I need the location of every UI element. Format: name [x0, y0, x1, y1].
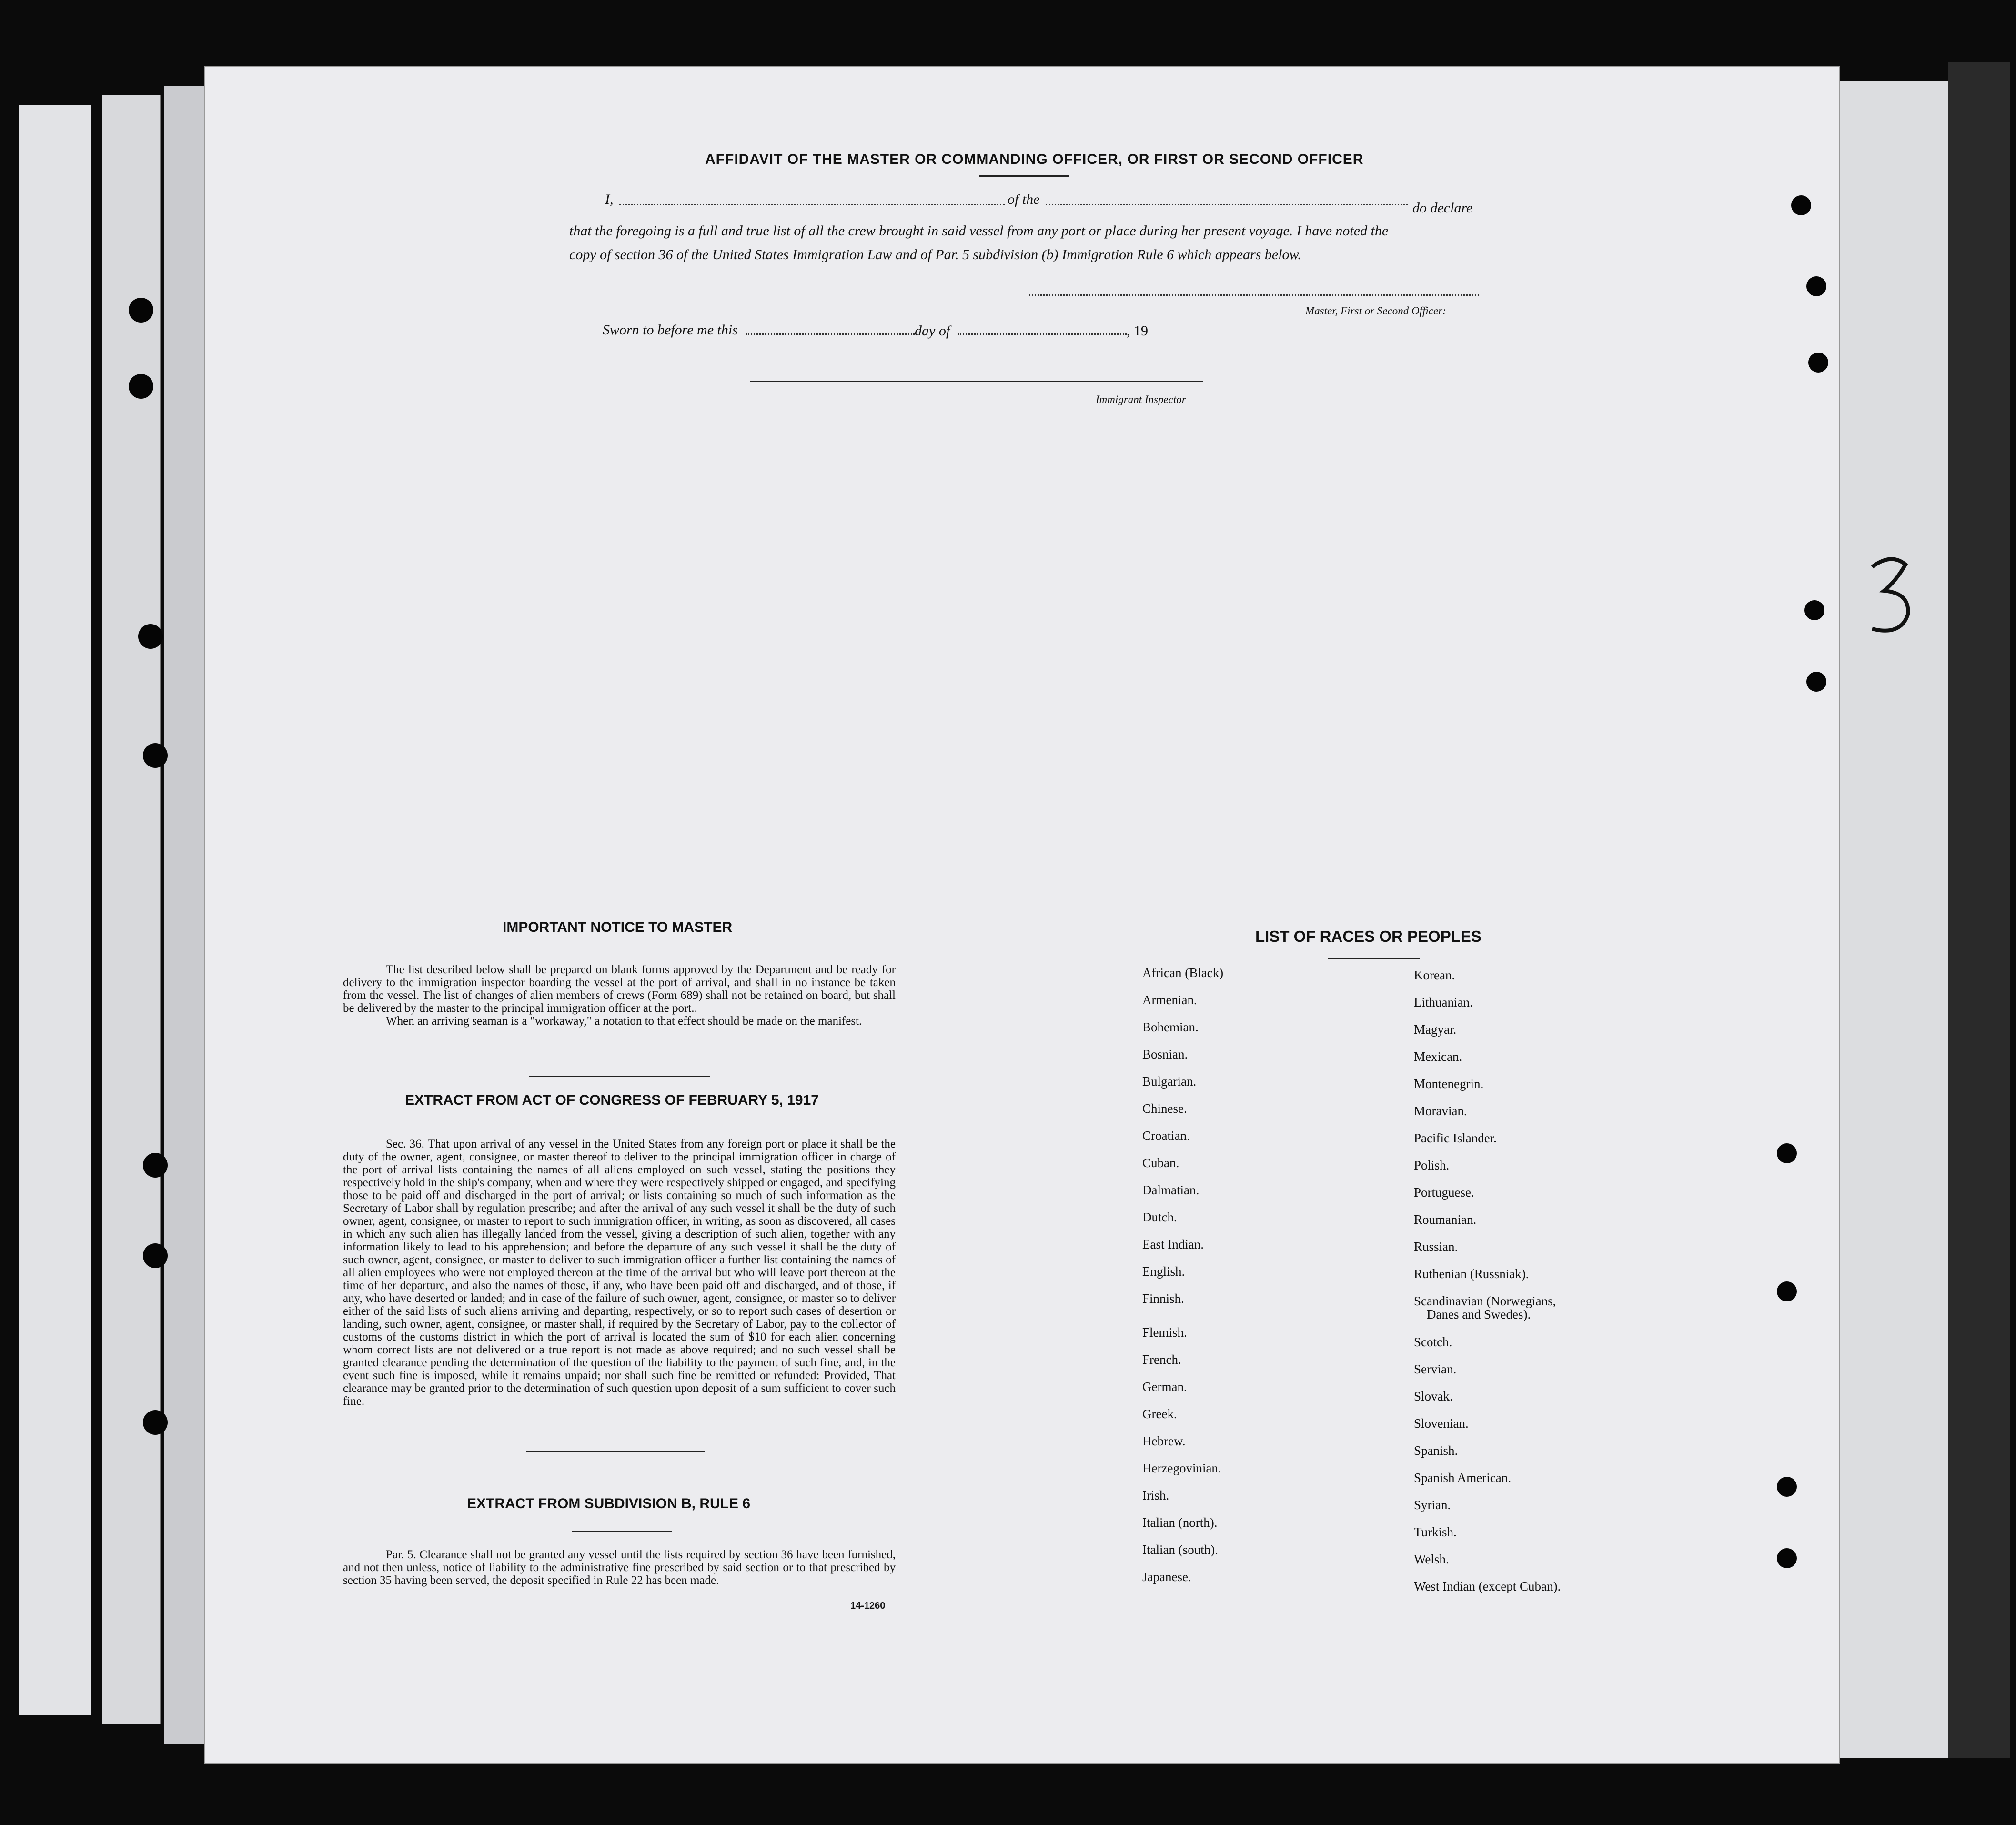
- extract-rule-text: Par. 5. Clearance shall not be granted any vessel until the lists required by section 36 have been furnished, and not then unless, notice of liability to the administrative fine prescribed by said section or to that prescribed by section 35 having been served, the deposit specified in Rule 22 has been made.: [343, 1548, 896, 1587]
- race-item: Bulgarian.: [1142, 1074, 1197, 1089]
- divider: [529, 1076, 710, 1077]
- race-item: Italian (north).: [1142, 1515, 1218, 1530]
- affidavit-line3: copy of section 36 of the United States Immigration Law and of Par. 5 subdivision (b) Immigration Rule 6 which appears below.: [569, 247, 1301, 262]
- page-edge: [19, 105, 91, 1715]
- race-item: East Indian.: [1142, 1237, 1204, 1251]
- race-item: Korean.: [1414, 968, 1455, 982]
- punch-hole: [1777, 1548, 1797, 1568]
- name-blank: [619, 204, 1005, 205]
- race-item: Croatian.: [1142, 1129, 1190, 1143]
- race-item: Ruthenian (Russniak).: [1414, 1267, 1529, 1281]
- day-of-text: day of: [915, 323, 950, 339]
- race-item: Magyar.: [1414, 1022, 1457, 1037]
- races-left-column: [1142, 966, 1409, 1597]
- race-item: Herzegovinian.: [1142, 1461, 1221, 1475]
- race-item: Servian.: [1414, 1362, 1457, 1376]
- race-item: Slovenian.: [1414, 1416, 1469, 1431]
- races-right-column: [1414, 968, 1681, 1607]
- race-item: Bosnian.: [1142, 1047, 1188, 1061]
- punch-hole: [143, 1410, 168, 1435]
- affidavit-line2: that the foregoing is a full and true list of all the crew brought in said vessel from any port or place during her present voyage. I have noted the: [569, 223, 1389, 239]
- punch-hole: [129, 298, 153, 323]
- race-item: Lithuanian.: [1414, 995, 1473, 1009]
- race-item: Dutch.: [1142, 1210, 1177, 1224]
- extract-act-body: [343, 1138, 896, 1408]
- race-item: Welsh.: [1414, 1552, 1449, 1566]
- race-item: Irish.: [1142, 1488, 1169, 1502]
- race-item: Portuguese.: [1414, 1185, 1474, 1200]
- page-edge: [102, 95, 161, 1724]
- race-item: Russian.: [1414, 1240, 1458, 1254]
- race-item: English.: [1142, 1264, 1185, 1279]
- inspector-label: Immigrant Inspector: [1096, 393, 1186, 405]
- notice-title: IMPORTANT NOTICE TO MASTER: [503, 919, 733, 935]
- year-text: , 19: [1127, 323, 1148, 339]
- race-item: Greek.: [1142, 1407, 1177, 1421]
- day-blank: [746, 333, 915, 335]
- race-item: Chinese.: [1142, 1101, 1187, 1116]
- race-item: Dalmatian.: [1142, 1183, 1200, 1197]
- races-title: LIST OF RACES OR PEOPLES: [1255, 928, 1482, 945]
- race-item: Spanish.: [1414, 1443, 1458, 1458]
- race-item: Spanish American.: [1414, 1471, 1511, 1485]
- race-item: German.: [1142, 1380, 1187, 1394]
- master-signature-blank: [1029, 294, 1479, 296]
- race-item: Pacific Islander.: [1414, 1131, 1497, 1145]
- title-rule: [979, 175, 1069, 177]
- race-item: Flemish.: [1142, 1325, 1187, 1340]
- punch-hole: [1777, 1143, 1797, 1163]
- extract-act-title: EXTRACT FROM ACT OF CONGRESS OF FEBRUARY 5, 1917: [405, 1092, 819, 1108]
- divider: [526, 1451, 705, 1452]
- races-title-rule: [1328, 958, 1420, 959]
- affidavit-of-the: of the: [1008, 192, 1040, 207]
- punch-hole: [1804, 600, 1824, 620]
- page-edge-right: [1839, 81, 1949, 1758]
- divider: [572, 1531, 672, 1532]
- race-item: West Indian (except Cuban).: [1414, 1579, 1561, 1593]
- race-item: Armenian.: [1142, 993, 1197, 1007]
- page-edge: [164, 86, 208, 1744]
- notice-text: [343, 963, 896, 1028]
- punch-hole: [143, 1243, 168, 1268]
- punch-hole: [1791, 195, 1811, 215]
- punch-hole: [143, 1153, 168, 1178]
- race-item: Montenegrin.: [1414, 1077, 1484, 1091]
- form-number: 14-1260: [850, 1601, 886, 1611]
- race-item: Syrian.: [1414, 1498, 1451, 1512]
- extract-act-text: Sec. 36. That upon arrival of any vessel in the United States from any foreign port or place it shall be the duty of the owner, agent, consignee, or master thereof to deliver to the principal immigration officer in charge of the port of arrival lists containing the names of all aliens employed on such vessel, stating the positions they respectively hold in the ship's company, when and where they were respectively shipped or engaged, and specifying those to be paid off and discharged in the port of arrival; or lists containing so much of such information as the Secretary of Labor shall by regulation prescribe; and after the arrival of any such vessel it shall be the duty of such owner, agent, consignee, or master to report to such immigration officer, in writing, as soon as discovered, all cases in which any such alien has illegally landed from the vessel, giving a description of such alien, together with any information likely to lead to his apprehension; and before the departure of any such vessel it shall be the duty of such owner, agent, consignee, or master to deliver to such immigration officer a further list containing the names of all alien employees who were not employed thereon at the time of the arrival but who will leave port thereon at the time of her departure, and also the names of those, if any, who have been paid off and discharged, and of those, if any, who have deserted or landed; and in case of the failure of such owner, agent, consignee, or master so to deliver either of the said lists of such aliens arriving and departing, respectively, or so to report such cases of desertion or landing, such owner, agent, consignee, or master shall, if required by the Secretary of Labor, pay to the collector of customs of the customs district in which the port of arrival is located the sum of $10 for each alien concerning whom correct lists are not delivered or a true report is not made as above required; and no such vessel shall be granted clearance pending the determination of the question of the liability to the payment of such fine, and, in the event such fine is imposed, while it remains unpaid; nor shall such fine be remitted or refunded: Provided, That clearance may be granted prior to the determination of such question upon deposit of a sum sufficient to cover such fine.: [343, 1138, 896, 1408]
- affidavit-declare: do declare: [1412, 200, 1473, 216]
- punch-hole: [1777, 1281, 1797, 1301]
- notice-para-2: When an arriving seaman is a "workaway," a notation to that effect should be made on the manifest.: [386, 1015, 862, 1028]
- handwritten-mark: [1858, 548, 1929, 643]
- punch-hole: [143, 743, 168, 768]
- race-item: French.: [1142, 1352, 1181, 1367]
- punch-hole: [1806, 672, 1826, 692]
- affidavit-i: I,: [605, 192, 614, 207]
- race-item: Roumanian.: [1414, 1212, 1477, 1227]
- race-item: Italian (south).: [1142, 1543, 1218, 1557]
- race-item: African (Black): [1142, 966, 1224, 980]
- punch-hole: [1806, 276, 1826, 296]
- punch-hole: [138, 624, 163, 649]
- sworn-text: Sworn to before me this: [603, 322, 738, 338]
- race-item: Polish.: [1414, 1158, 1450, 1172]
- notice-para-1: The list described below shall be prepared on blank forms approved by the Department and be ready for delivery to the immigration inspector boarding the vessel at the port of arrival, and shall in no instance be taken from the vessel. The list of changes of alien members of crews (Form 689) shall not be retained on board, but shall be delivered by the master to the principal immigration officer at the port..: [343, 963, 896, 1015]
- extract-rule-title: EXTRACT FROM SUBDIVISION B, RULE 6: [467, 1496, 751, 1512]
- race-item: Japanese.: [1142, 1570, 1191, 1584]
- vessel-blank: [1046, 204, 1408, 205]
- race-item: Mexican.: [1414, 1049, 1462, 1064]
- affidavit-title: AFFIDAVIT OF THE MASTER OR COMMANDING OFFICER, OR FIRST OR SECOND OFFICER: [705, 151, 1364, 167]
- punch-hole: [1777, 1477, 1797, 1497]
- race-item: Bohemian.: [1142, 1020, 1199, 1034]
- inspector-signature-line: [750, 381, 1203, 382]
- race-item: Hebrew.: [1142, 1434, 1186, 1448]
- race-item: Scandinavian (Norwegians, Danes and Swedes).: [1414, 1294, 1556, 1321]
- race-item: Cuban.: [1142, 1156, 1179, 1170]
- punch-hole: [129, 374, 153, 399]
- race-item: Moravian.: [1414, 1104, 1467, 1118]
- extract-rule-body: [343, 1548, 896, 1587]
- race-item: Finnish.: [1142, 1291, 1184, 1306]
- page-edge-dark: [1948, 62, 2010, 1758]
- race-item: Scotch.: [1414, 1335, 1452, 1349]
- month-blank: [958, 333, 1127, 335]
- race-item: Turkish.: [1414, 1525, 1457, 1539]
- race-item: Slovak.: [1414, 1389, 1453, 1403]
- punch-hole: [1808, 353, 1828, 373]
- master-label: Master, First or Second Officer:: [1305, 305, 1446, 317]
